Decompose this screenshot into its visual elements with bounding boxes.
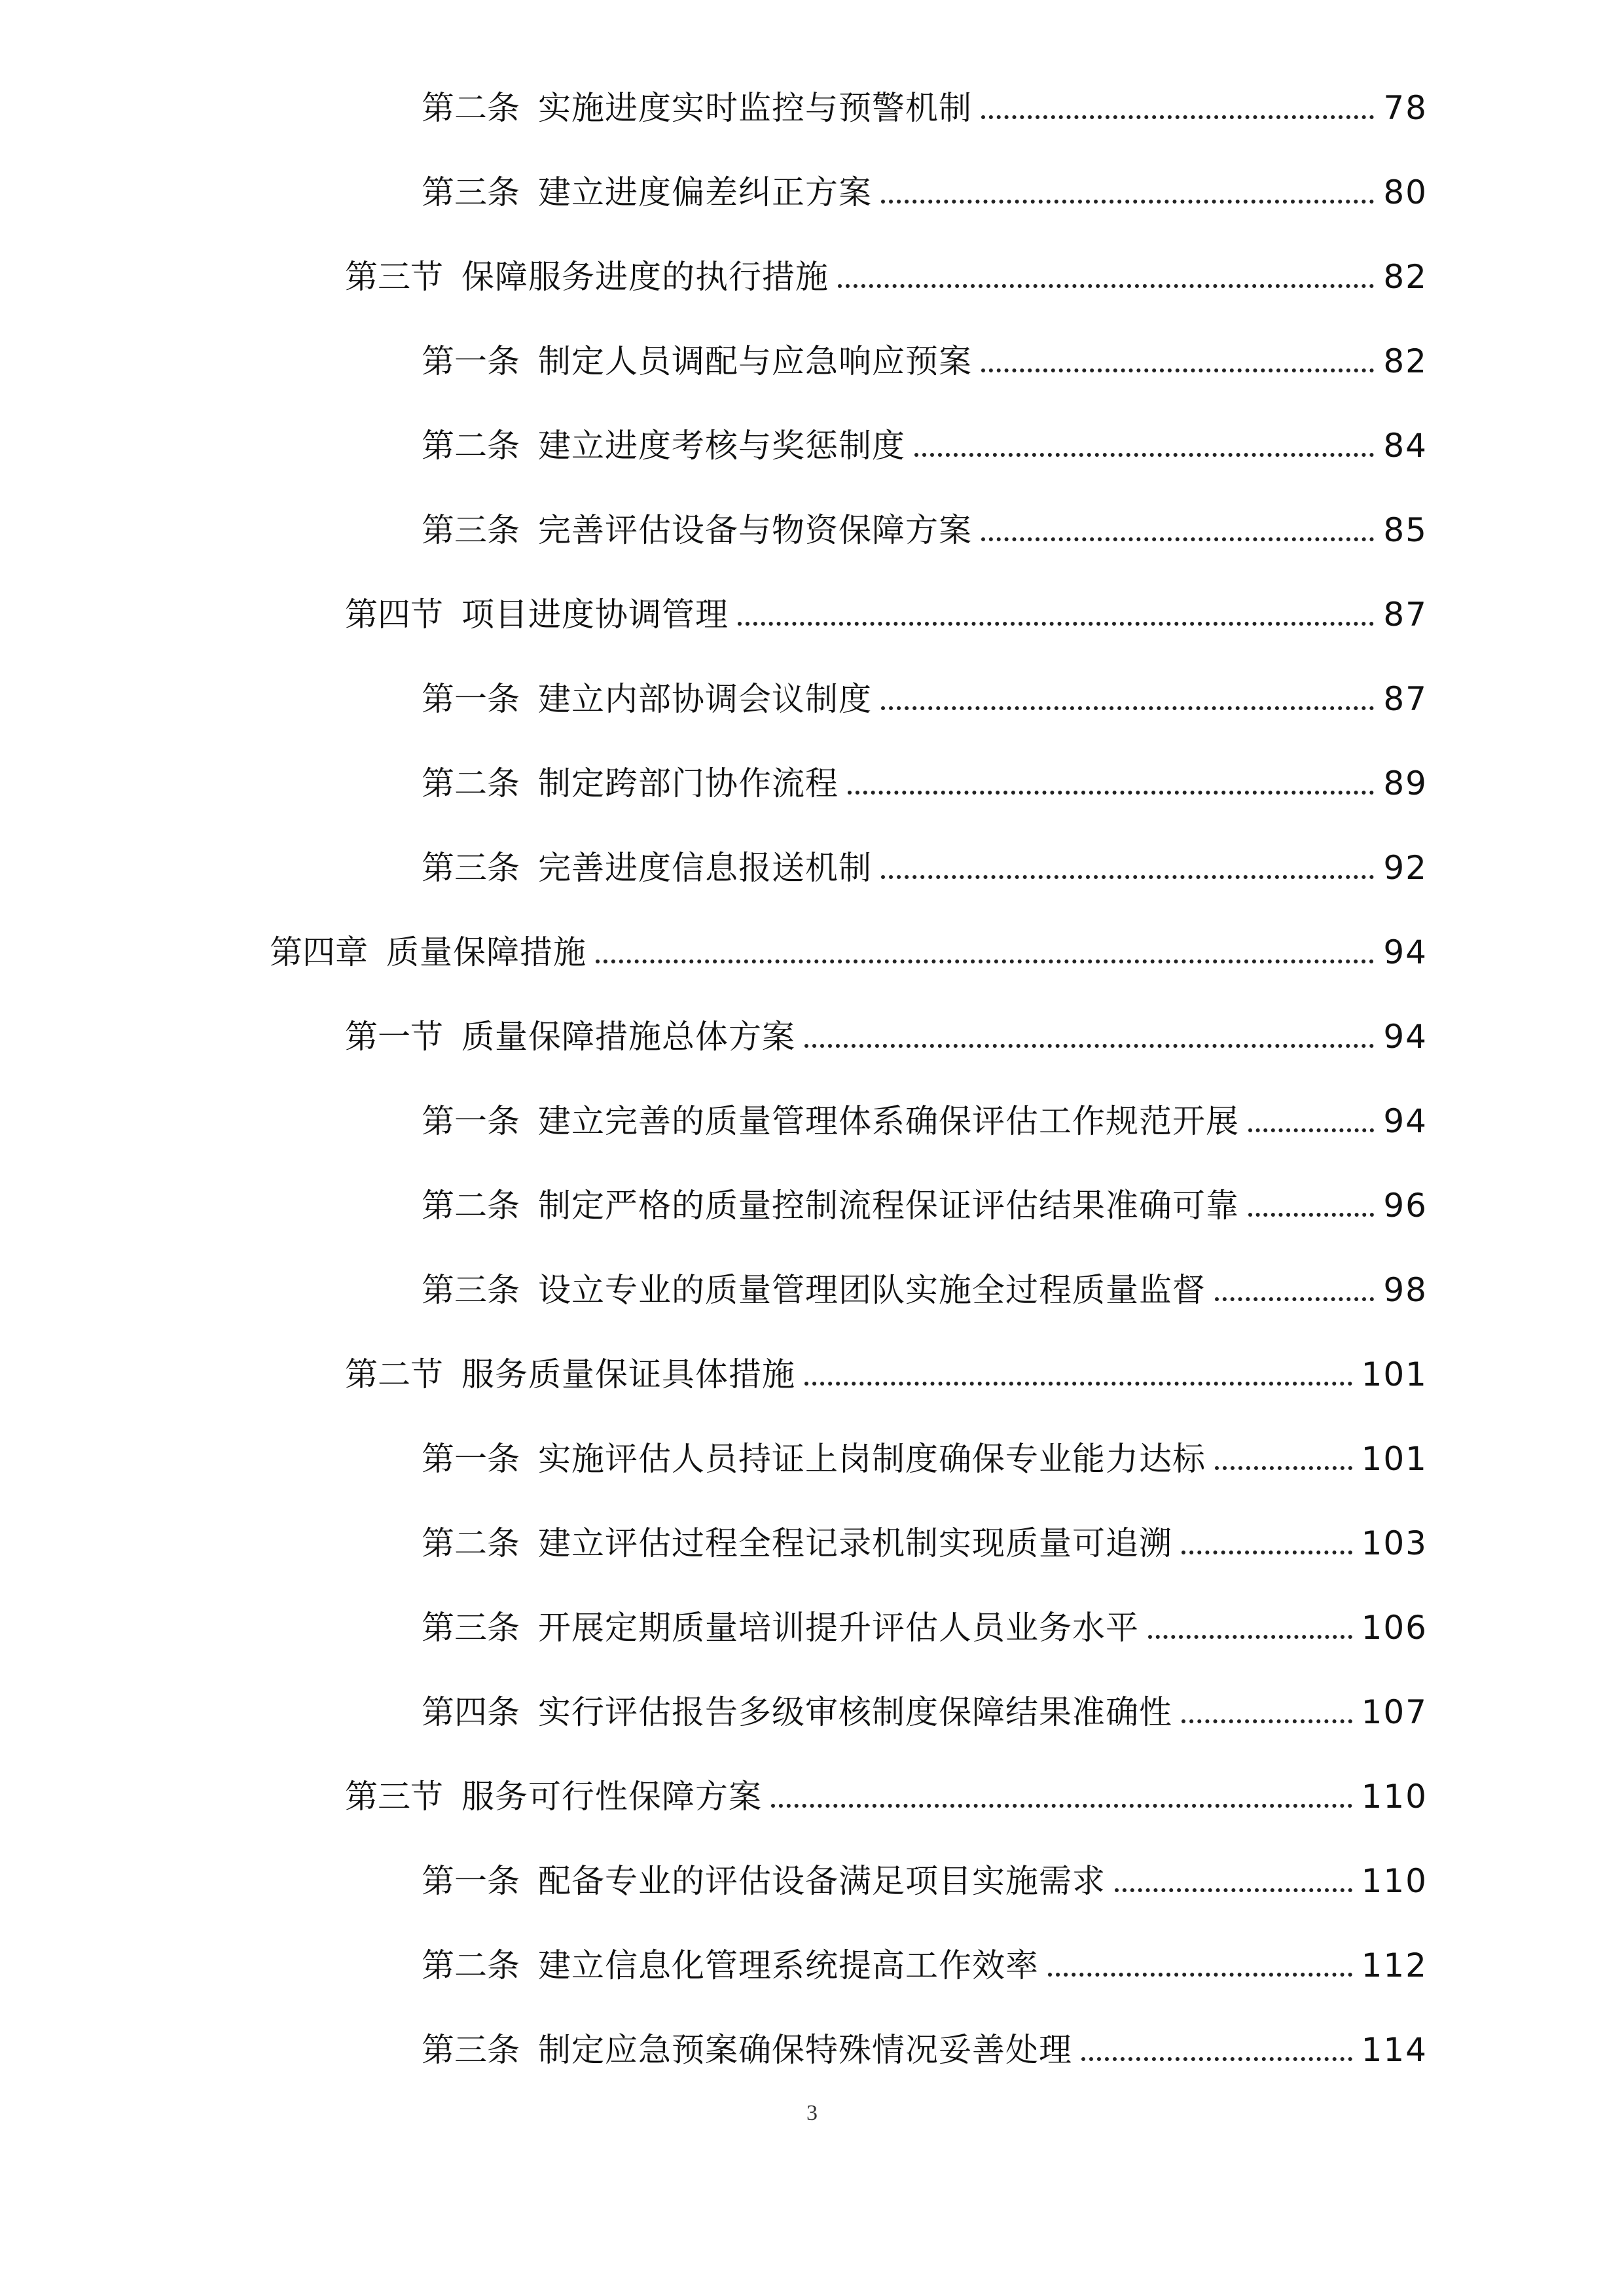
toc-label [422,848,872,887]
dot-leader [1182,1551,1352,1554]
toc-label [422,1861,1106,1900]
dot-leader [1182,1719,1352,1723]
toc-entry-page: 107 [1361,1693,1428,1731]
toc-entry-title: 建立评估过程全程记录机制实现质量可追溯 [538,1524,1172,1562]
toc-label [422,426,905,465]
dot-leader [848,791,1374,795]
toc-entry-number: 第一条 [422,679,520,718]
toc-entry[interactable] [0,319,1624,403]
dot-leader [804,1044,1374,1048]
toc-entry-number: 第三节 [345,257,443,296]
toc-entry-page: 80 [1383,173,1428,211]
toc-entry-title: 质量保障措施 [386,933,586,971]
toc-entry-title: 保障服务进度的执行措施 [461,257,829,296]
toc-entry-number: 第一条 [422,1861,520,1900]
toc-entry-number: 第四节 [345,595,443,634]
page-number: 3 [806,2101,818,2125]
toc-entry-page: 110 [1361,1777,1428,1816]
toc-entry[interactable] [0,234,1624,319]
toc-entry-page: 92 [1383,848,1428,887]
toc-entry-title: 完善进度信息报送机制 [538,848,872,887]
toc-entry-title: 实行评估报告多级审核制度保障结果准确性 [538,1693,1172,1731]
toc-entry[interactable] [0,1670,1624,1754]
toc-entry-number: 第一节 [345,1017,443,1056]
toc-entry-page: 101 [1361,1439,1428,1478]
dot-leader [804,1382,1352,1386]
dot-leader [1248,1213,1374,1217]
toc-entry-page: 87 [1383,595,1428,634]
toc-entry-page: 112 [1361,1946,1428,1984]
toc-entry-title: 服务可行性保障方案 [461,1777,762,1816]
toc-entry-title: 实施进度实时监控与预警机制 [538,88,972,127]
toc-entry-page: 101 [1361,1355,1428,1393]
table-of-contents [0,65,1624,2092]
toc-entry-number: 第二条 [422,1524,520,1562]
toc-entry-number: 第三条 [422,511,520,549]
toc-entry[interactable] [0,2007,1624,2092]
toc-entry[interactable] [0,910,1624,994]
toc-entry[interactable] [0,656,1624,741]
toc-entry-number: 第三条 [422,848,520,887]
toc-entry-page: 94 [1383,933,1428,971]
toc-entry[interactable] [0,825,1624,910]
toc-entry-number: 第一条 [422,1439,520,1478]
dot-leader [771,1804,1352,1808]
toc-entry[interactable] [0,1585,1624,1670]
dot-leader [596,960,1374,963]
toc-entry-title: 建立内部协调会议制度 [538,679,872,718]
toc-label [345,1017,795,1056]
toc-entry-number: 第三条 [422,2030,520,2069]
dot-leader [981,368,1374,372]
toc-entry-page: 114 [1361,2030,1428,2069]
toc-label [345,257,829,296]
dot-leader [1248,1128,1374,1132]
toc-label [422,1186,1239,1225]
toc-label [422,88,972,127]
toc-entry-number: 第一条 [422,342,520,380]
toc-entry-page: 103 [1361,1524,1428,1562]
toc-entry-page: 94 [1383,1102,1428,1140]
toc-entry-number: 第二条 [422,88,520,127]
toc-label [422,1524,1172,1562]
dot-leader [981,115,1374,119]
toc-entry-page: 106 [1361,1608,1428,1647]
toc-entry-number: 第四条 [422,1693,520,1731]
dot-leader [1048,1973,1352,1977]
toc-label [422,1439,1206,1478]
dot-leader [1215,1466,1352,1470]
toc-entry-page: 82 [1383,257,1428,296]
toc-entry-title: 建立进度考核与奖惩制度 [538,426,905,465]
toc-entry-number: 第三条 [422,1270,520,1309]
toc-entry[interactable] [0,1754,1624,1839]
toc-entry-number: 第三条 [422,173,520,211]
toc-label [345,1355,795,1393]
toc-label [422,679,872,718]
toc-entry[interactable] [0,994,1624,1079]
toc-entry[interactable] [0,1839,1624,1923]
toc-entry-title: 建立信息化管理系统提高工作效率 [538,1946,1039,1984]
toc-entry[interactable] [0,1163,1624,1247]
dot-leader [881,200,1374,204]
toc-entry-number: 第四章 [270,933,368,971]
toc-entry-number: 第三节 [345,1777,443,1816]
dot-leader [1215,1297,1374,1301]
toc-entry-title: 制定应急预案确保特殊情况妥善处理 [538,2030,1072,2069]
toc-entry-page: 87 [1383,679,1428,718]
dot-leader [738,622,1374,626]
toc-entry[interactable] [0,1923,1624,2007]
toc-entry-page: 84 [1383,426,1428,465]
dot-leader [881,875,1374,879]
toc-entry[interactable] [0,65,1624,150]
toc-entry-title: 建立进度偏差纠正方案 [538,173,872,211]
toc-entry-page: 94 [1383,1017,1428,1056]
dot-leader [838,284,1374,288]
toc-entry-title: 实施评估人员持证上岗制度确保专业能力达标 [538,1439,1206,1478]
toc-entry[interactable] [0,1079,1624,1163]
toc-label [422,511,972,549]
toc-entry[interactable] [0,1332,1624,1416]
toc-label [270,933,586,971]
toc-entry-number: 第二节 [345,1355,443,1393]
toc-label [422,1102,1239,1140]
toc-entry[interactable] [0,572,1624,656]
toc-entry-page: 85 [1383,511,1428,549]
toc-label [422,173,872,211]
toc-entry[interactable] [0,741,1624,825]
dot-leader [881,706,1374,710]
toc-entry-title: 配备专业的评估设备满足项目实施需求 [538,1861,1106,1900]
toc-entry-title: 项目进度协调管理 [461,595,729,634]
toc-entry-title: 服务质量保证具体措施 [461,1355,795,1393]
toc-entry-number: 第二条 [422,1186,520,1225]
toc-entry[interactable] [0,150,1624,234]
toc-entry-title: 设立专业的质量管理团队实施全过程质量监督 [538,1270,1206,1309]
toc-entry-title: 建立完善的质量管理体系确保评估工作规范开展 [538,1102,1239,1140]
toc-entry-title: 质量保障措施总体方案 [461,1017,795,1056]
toc-entry[interactable] [0,488,1624,572]
toc-entry-number: 第二条 [422,1946,520,1984]
toc-entry-title: 制定严格的质量控制流程保证评估结果准确可靠 [538,1186,1239,1225]
toc-label [422,1270,1206,1309]
toc-entry[interactable] [0,403,1624,488]
toc-entry-page: 96 [1383,1186,1428,1225]
dot-leader [914,453,1374,457]
toc-entry-page: 89 [1383,764,1428,802]
toc-label [422,1946,1039,1984]
toc-label [422,2030,1072,2069]
toc-label [422,764,839,802]
toc-entry-title: 制定人员调配与应急响应预案 [538,342,972,380]
toc-entry-title: 开展定期质量培训提升评估人员业务水平 [538,1608,1139,1647]
toc-entry-page: 78 [1383,88,1428,127]
toc-entry-title: 完善评估设备与物资保障方案 [538,511,972,549]
toc-label [422,1693,1172,1731]
toc-entry-page: 82 [1383,342,1428,380]
toc-entry[interactable] [0,1416,1624,1501]
toc-entry[interactable] [0,1247,1624,1332]
toc-entry-number: 第一条 [422,1102,520,1140]
toc-label [345,1777,762,1816]
toc-entry-number: 第三条 [422,1608,520,1647]
dot-leader [1081,2057,1352,2061]
toc-label [422,342,972,380]
toc-entry-number: 第二条 [422,764,520,802]
toc-entry[interactable] [0,1501,1624,1585]
toc-entry-title: 制定跨部门协作流程 [538,764,839,802]
dot-leader [1148,1635,1352,1639]
toc-entry-page: 110 [1361,1861,1428,1900]
toc-entry-page: 98 [1383,1270,1428,1309]
toc-label [345,595,729,634]
toc-entry-number: 第二条 [422,426,520,465]
dot-leader [1115,1888,1352,1892]
toc-label [422,1608,1139,1647]
dot-leader [981,537,1374,541]
